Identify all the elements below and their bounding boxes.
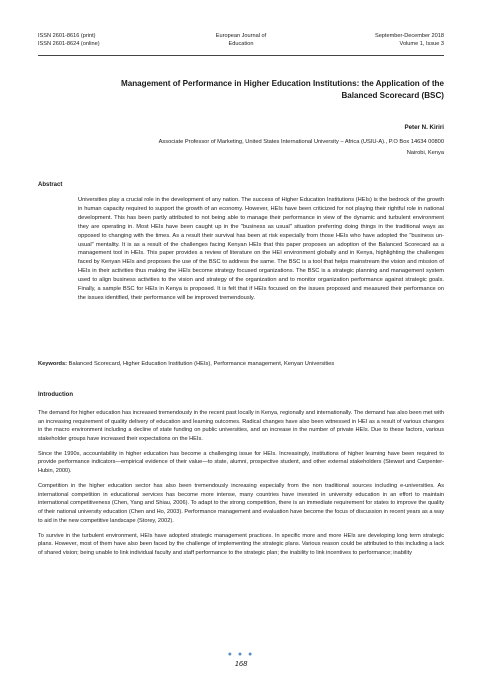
footer-dots: ● ● ● — [227, 651, 255, 658]
author-name: Peter N. Kiriri — [404, 124, 444, 131]
abstract-text: Universities play a crucial role in the development of any nation. The success of Higher Education Institutions (HEIs) is the bedrock of the growth in human capacity required to support the growth of an economy. However, HEIs have been criticized for not playing their rightful role in national development. This has been partly attributed to not being able to manage their performance in view of the dynamic and turbulent environment they are operating in. Most HEIs have been caught up in the "business as usual" situation preferring doing things in the traditional ways as opposed to changing with the times. As a result their survival has been at risk especially from those HEIs who have adopted the "business un-usual" mentality. It is as a result of the challenges facing Kenyan HEIs that this paper proposes an adoption of the Balanced Scorecard as a management tool in HEIs. This paper provides a review of literature on the HEI environment globally and in Kenya, highlighting the challenges faced by Kenyan HEIs and proposes the use of the BSC to address the same. The BSC is a tool that helps mainstream the vision and mission of HEIs in their activities thus making the HEIs become strategy focused organizations. The BSC is a strategic planning and management system used to align business activities to the vision and strategy of the organization and to monitor organization performance against strategic goals. Finally, a sample BSC for HEIs in Kenya is proposed. It is felt that if HEIs focused on the issues proposed and measured their performance on the issues identified, their performance will be improved tremendously. — [78, 197, 444, 301]
volume-issue: Volume 1, Issue 3 — [399, 41, 444, 47]
body-paragraph: Competition in the higher education sector has also been tremendously increasing especially from the non traditional sources including e-universities. As international competition in educational services has become more intense, many countries have invested in university education in an effort to maintain international competitiveness (Chen, Yang and Shiau, 2006). To adapt to the strong competition, there is an immediate requirement for states to improve the quality of their national university education (Chen and Ho, 2003). Performance management and evaluation have become the focus of discussion in recent years as a way to aid in the new competitive landscape (Storey, 2002). — [38, 483, 444, 524]
issue-date: September-December 2018 — [374, 33, 444, 39]
author-affiliation — [60, 137, 444, 159]
running-header — [38, 32, 444, 52]
keywords-label: Keywords: — [38, 361, 68, 367]
keywords-text: Balanced Scorecard, Higher Education Institution (HEIs), Performance management, Kenyan Universities — [67, 361, 335, 367]
issn-online: ISSN 2601-8624 (online) — [38, 41, 100, 47]
body-paragraph: Since the 1990s, accountability in higher education has become a challenging issue for HEIs. Increasingly, institutions of higher learning have been required to provide performance indicators—empirical evidence of their value—to state, alumni, prospective student, and other external stakeholders (Stewart and Carpenter-Hubin, 2000). — [38, 450, 444, 475]
body-paragraph: The demand for higher education has increased tremendously in the recent past locally in Kenya, regionally and internationally. The demand has also been met with an increasing requirement of quality delivery of education and learning outcomes. Radical changes have also been witnessed in HEI as a result of various changes in the macro environment including a decline of state funding on public universities, and an increase in the number of private HEIs. Due to these factors, various stakeholder groups have increased their expectations on the HEIs. — [38, 410, 444, 442]
journal-name-line2: Education — [228, 41, 254, 47]
affiliation-line2: Nairobi, Kenya — [406, 150, 444, 156]
keywords — [38, 360, 444, 369]
introduction-body — [38, 409, 444, 564]
page-footer — [0, 652, 482, 668]
introduction-heading: Introduction — [38, 392, 73, 398]
journal-name-line1: European Journal of — [215, 33, 267, 39]
abstract-heading: Abstract — [38, 182, 63, 188]
paper-title — [38, 78, 444, 102]
body-paragraph: To survive in the turbulent environment, HEIs have adopted strategic management practices. In specific more and more HEIs are developing long term strategic plans. However, most of them have also been faced by the challenge of implementing the strategic plans. Various reason could be attributed to this including a lack of shared vision; being unable to link individual faculty and staff performance to the strategic plan; the inability to link incentives to performance; inability — [38, 532, 444, 556]
title-line1: Management of Performance in Higher Education Institutions: the Application of the — [120, 79, 444, 88]
issn-print: ISSN 2601-8616 (print) — [38, 33, 96, 39]
affiliation-line1: Associate Professor of Marketing, United States International University – Africa (USIU-A)., P.O Box 14634 00800 — [158, 139, 444, 145]
page-number: 168 — [234, 659, 248, 668]
title-line2: Balanced Scorecard (BSC) — [341, 91, 444, 100]
header-divider — [38, 55, 444, 56]
issue-block — [375, 32, 444, 48]
